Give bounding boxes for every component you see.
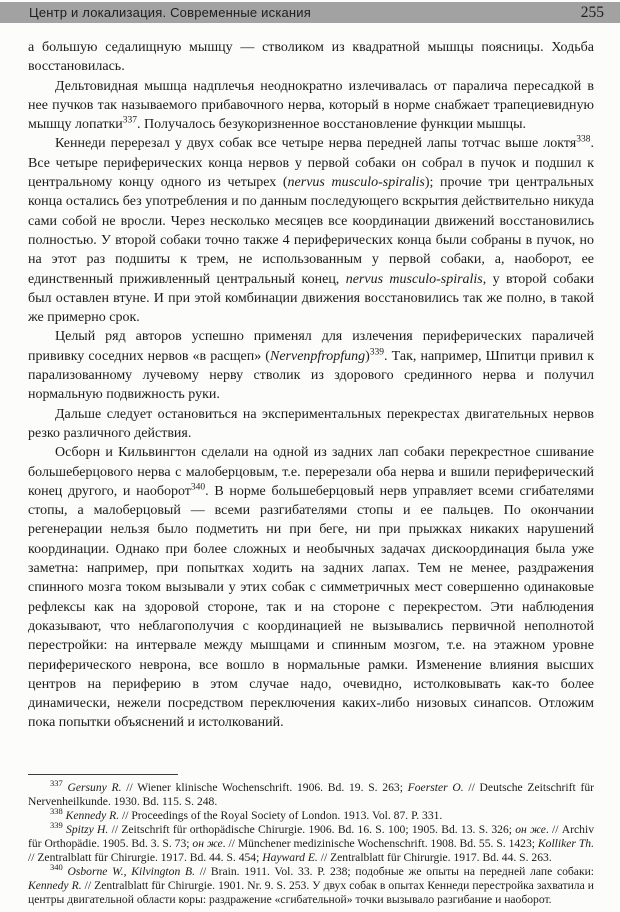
- footnote-ref: 338: [576, 134, 591, 145]
- footnote: $^{338}$ Kennedy R. // Proceedings of the Royal Society of London. 1913. Vol. 87. P. 331.: [50, 806, 443, 822]
- footnote: $^{339}$ Spitzy H. // Zeitschrift für orthopädische Chirurgie. 1906. Bd. 16. S. 100; 1905. Bd. 13. S. 326; он же. // Archiv für Orthopädie. 1905. Bd. 3. S. 73; он же. // Münchener medizinische Wochenschrift. 1908. Bd. 55. S. 1423; Kolliker Th. // Zentralblatt für Chirurgie. 1917. Bd. 44. S. 454; Hayward E. // Zentralblatt für Chirurgie. 1917. Bd. 44. S. 263.: [28, 820, 594, 864]
- footnote-number: 337: [50, 778, 63, 789]
- body-text: [28, 38, 594, 742]
- footnote: $^{340}$ Osborne W., Kilvington B. // Brain. 1911. Vol. 33. P. 238; подобные же опыты на передней лапе собаки: Kennedy R. // Zentralblatt für Chirurgie. 1901. Nr. 9. S. 253. У двух собак в опытах Кеннеди перестройка захватила и центры двигательной области коры: раздражение «сгибательной» точки вызывало разгибание и наоборот.: [28, 862, 594, 906]
- footnote-number: 339: [50, 820, 63, 831]
- footnote-ref: 340: [190, 482, 206, 493]
- page-number: 255: [580, 3, 604, 21]
- footnotes-list: [28, 778, 594, 907]
- paragraph: Дальше следует остановиться на экспериментальных перекрестах двигательных нервов резко различного действия.: [28, 406, 594, 441]
- footnote-number: 338: [50, 806, 63, 817]
- paragraph: Дельтовидная мышца надплечья неоднократно излечивалась от паралича пересадкой в нее пучков так называемого прибавочного нерва, который в норме снабжает трапециевидную мышцу лопатки$^{337}$. Получалось безукоризненное восстановление функции мышцы.: [28, 78, 594, 133]
- paragraph: Целый ряд авторов успешно применял для излечения периферических параличей прививку соседних нервов «в расщеп» (Nervenpfropfung)$^{339}$. Так, например, Шпитци привил к парализованному лучевому нерву стволик из здорового срединного нерва и получил нормальную подвижность руки.: [28, 329, 594, 403]
- footnotes-section: [28, 774, 594, 907]
- footnote-divider: [28, 774, 178, 775]
- footnote-number: 340: [50, 862, 63, 873]
- footnote: $^{337}$ Gersuny R. // Wiener klinische Wochenschrift. 1906. Bd. 19. S. 263; Foerster O. // Deutsche Zeitschrift für Nervenheilkunde. 1930. Bd. 115. S. 248.: [28, 778, 594, 808]
- page-header: [0, 2, 620, 23]
- paragraph: Кеннеди перерезал у двух собак все четыре нерва передней лапы тотчас выше локтя$^{338}$. Все четыре периферических конца нервов у первой собаки он собрал в пучок и подшил к центральному концу одного из четырех (nervus musculo-spiralis); прочие три центральных конца остались без употребления и по данным последующего вскрытия действительно никуда сами собой не вросли. Через несколько месяцев все координации движений восстановились полностью. У второй собаки точно также 4 периферических конца были собраны в пучок, но на этот раз подшиты к трем, не использованным у первой собаки, а, наоборот, ее единственный приживленный центральный конец, nervus musculo-spiralis, у второй собаки был оставлен втуне. И при этой комбинации движения восстановились так же полно, в такой же примерно срок.: [28, 134, 594, 326]
- footnote-ref: 337: [122, 115, 138, 126]
- footnote-ref: 339: [369, 347, 385, 358]
- running-head: Центр и локализация. Современные искания: [29, 5, 312, 20]
- paragraph: Осборн и Кильвингтон сделали на одной из задних лап собаки перекрестное сшивание большеберцового нерва с малоберцовым, т.е. перерезали оба нерва и вшили периферический конец другого, и наоборот$^{340}$. В норме большеберцовый нерв управляет всеми сгибателями стопы, а малоберцовый — всеми разгибателями стопы и ее пальцев. По окончании регенерации нельзя было подметить ни при беге, ни при прыжках никаких нарушений координации. Однако при более сложных и необычных задачах дискоординация была уже заметна: например, при попытках ходить на задних лапах. Тем не менее, раздражения спинного мозга током вызывали у этих собак с симметричных мест совершенно одинаковые рефлексы как на здоровой стороне, так и на стороне с перекрестом. Эти наблюдения доказывают, что неблагополучия с координацией не вызывались первичной неполнотой перестройки: на интервале между мышцами и спинным мозгом, т.е. на этажном уровне периферического неврона, все вошло в нормальные рамки. Изменение влияния высших центров на периферию в этом случае надо, очевидно, истолковывать как-то более динамически, нежели посредством переключения каких-либо низовых синапсов. Отложим пока попытки объяснений и истолкований.: [28, 445, 594, 731]
- paragraph: а большую седалищную мышцу — стволиком из квадратной мышцы поясницы. Ходьба восстановилась.: [28, 40, 594, 75]
